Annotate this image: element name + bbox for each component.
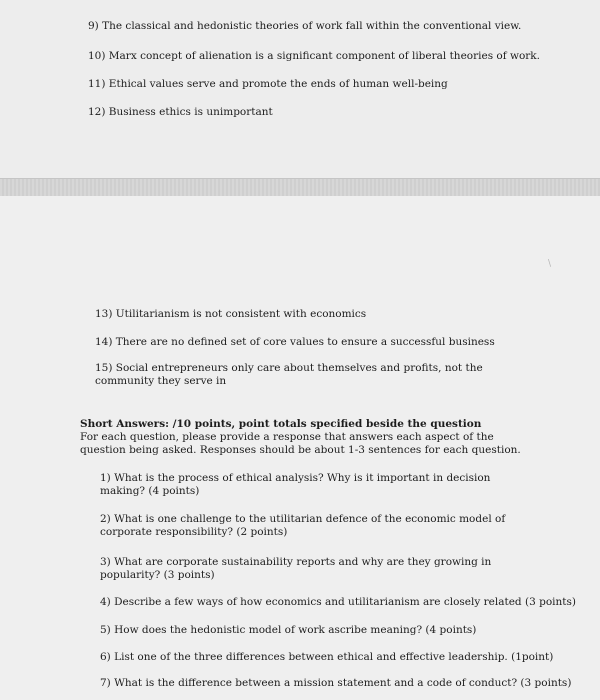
sa-question-7: 7) What is the difference between a mission statement and a code of conduct? (3 points) xyxy=(100,677,572,689)
tf-item-9: 9) The classical and hedonistic theories of work fall within the conventional view. xyxy=(88,20,522,32)
sa-question-6: 6) List one of the three differences between ethical and effective leadership. (1point) xyxy=(100,651,554,663)
sa-question-2: 2) What is one challenge to the utilitarian defence of the economic model of corporate responsibility? (2 points) xyxy=(100,513,506,538)
tf-item-13: 13) Utilitarianism is not consistent with economics xyxy=(95,308,367,320)
short-answers-heading xyxy=(80,418,530,457)
short-answers-title: Short Answers: /10 points, point totals specified beside the question xyxy=(80,418,482,430)
sa-question-4: 4) Describe a few ways of how economics and utilitarianism are closely related (3 points) xyxy=(100,596,576,608)
tf-item-11: 11) Ethical values serve and promote the ends of human well-being xyxy=(88,78,448,90)
sa-question-5: 5) How does the hedonistic model of work ascribe meaning? (4 points) xyxy=(100,624,477,636)
tf-item-14: 14) There are no defined set of core values to ensure a successful business xyxy=(95,336,495,348)
sa-question-3: 3) What are corporate sustainability reports and why are they growing in popularity? (3 points) xyxy=(100,556,492,581)
tf-item-15: 15) Social entrepreneurs only care about themselves and profits, not the community they serve in xyxy=(95,362,483,387)
page-gap xyxy=(0,178,600,198)
margin-mark: \ xyxy=(548,259,552,269)
short-answers-instructions: For each question, please provide a response that answers each aspect of the question being asked. Responses should be about 1-3 sentences for each question. xyxy=(80,431,521,456)
sa-question-1: 1) What is the process of ethical analysis? Why is it important in decision making? (4 points) xyxy=(100,472,491,497)
tf-item-10: 10) Marx concept of alienation is a significant component of liberal theories of work. xyxy=(88,50,540,62)
tf-item-12: 12) Business ethics is unimportant xyxy=(88,106,273,118)
